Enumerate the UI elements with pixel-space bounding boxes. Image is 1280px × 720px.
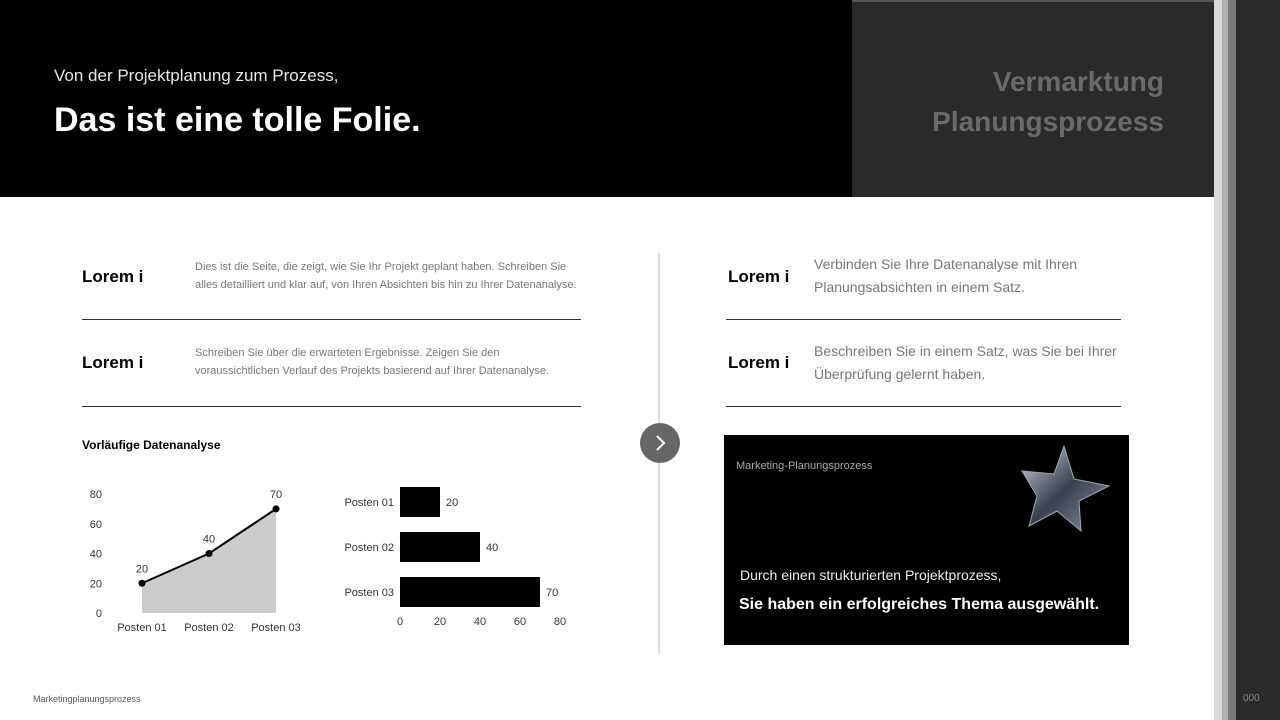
item-text: Dies ist die Seite, die zeigt, wie Sie Ihr Projekt geplant haben. Schreiben Sie alles detailliert und klar auf, von Ihren Absichten bis hin zu Ihrer Datenanalyse. xyxy=(195,261,577,291)
item-text: Beschreiben Sie in einem Satz, was Sie bei Ihrer Überprüfung gelernt haben. xyxy=(814,343,1117,382)
side-panel-line1: Vermarktung xyxy=(992,66,1164,97)
card-kicker: Marketing-Planungsprozess xyxy=(736,460,873,472)
header-subtitle: Von der Projektplanung zum Prozess, xyxy=(54,66,339,85)
item-label: Lorem i xyxy=(82,353,144,372)
next-button[interactable] xyxy=(640,423,680,463)
area-fill xyxy=(142,509,276,613)
data-label: 70 xyxy=(269,488,283,501)
x-tick-label: 0 xyxy=(396,616,404,628)
bar xyxy=(400,532,480,562)
data-point xyxy=(139,580,146,587)
x-tick-label: Posten 03 xyxy=(251,622,301,634)
item-label: Lorem i xyxy=(728,267,790,286)
x-tick-label: 20 xyxy=(433,616,447,628)
bar xyxy=(400,487,440,517)
y-tick-label: 20 xyxy=(89,578,102,591)
right-sidebar xyxy=(1236,0,1280,720)
x-tick-label: 40 xyxy=(473,616,487,628)
footer-text: Marketingplanungsprozess xyxy=(33,694,141,704)
data-label: 70 xyxy=(546,587,559,599)
divider xyxy=(1228,0,1236,720)
item-label: Lorem i xyxy=(82,267,144,286)
y-tick-label: 80 xyxy=(89,489,102,501)
x-tick-label: 80 xyxy=(553,616,567,628)
scrollbar-track[interactable] xyxy=(1214,0,1222,720)
y-tick-label: Posten 02 xyxy=(344,542,394,554)
divider xyxy=(726,406,1121,407)
bar xyxy=(400,577,540,607)
analysis-title: Vorläufige Datenanalyse xyxy=(82,438,221,452)
data-label: 20 xyxy=(446,497,459,509)
data-label: 40 xyxy=(486,542,499,554)
highlight-card xyxy=(724,435,1129,645)
chevron-right-icon xyxy=(650,433,670,453)
y-tick-label: Posten 01 xyxy=(344,497,394,509)
x-tick-label: 60 xyxy=(513,616,527,628)
page-number: 000 xyxy=(1243,693,1260,704)
data-point xyxy=(273,505,280,512)
y-tick-label: 60 xyxy=(89,518,102,531)
y-tick-label: 40 xyxy=(89,548,102,561)
x-tick-label: Posten 01 xyxy=(117,622,167,634)
item-text: Schreiben Sie über die erwarteten Ergebnisse. Zeigen Sie den voraussichtlichen Verlauf des Projekts basierend auf Ihrer Datenanalyse. xyxy=(195,347,550,377)
card-line2: Sie haben ein erfolgreiches Thema ausgewählt. xyxy=(739,596,1100,613)
card-line1: Durch einen strukturierten Projektprozess, xyxy=(740,567,1002,583)
y-tick-label: Posten 03 xyxy=(344,587,394,599)
data-label: 40 xyxy=(202,533,216,546)
side-panel xyxy=(852,0,1214,197)
x-tick-label: Posten 02 xyxy=(184,622,234,634)
y-tick-label: 0 xyxy=(95,608,102,620)
side-panel-line2: Planungsprozess xyxy=(932,106,1164,137)
page-title: Das ist eine tolle Folie. xyxy=(54,101,421,139)
star-image xyxy=(1019,441,1114,536)
divider xyxy=(726,319,1121,320)
item-label: Lorem i xyxy=(728,353,790,372)
data-point xyxy=(206,550,213,557)
item-text: Verbinden Sie Ihre Datenanalyse mit Ihren Planungsabsichten in einem Satz. xyxy=(814,256,1078,295)
data-label: 20 xyxy=(135,563,149,576)
